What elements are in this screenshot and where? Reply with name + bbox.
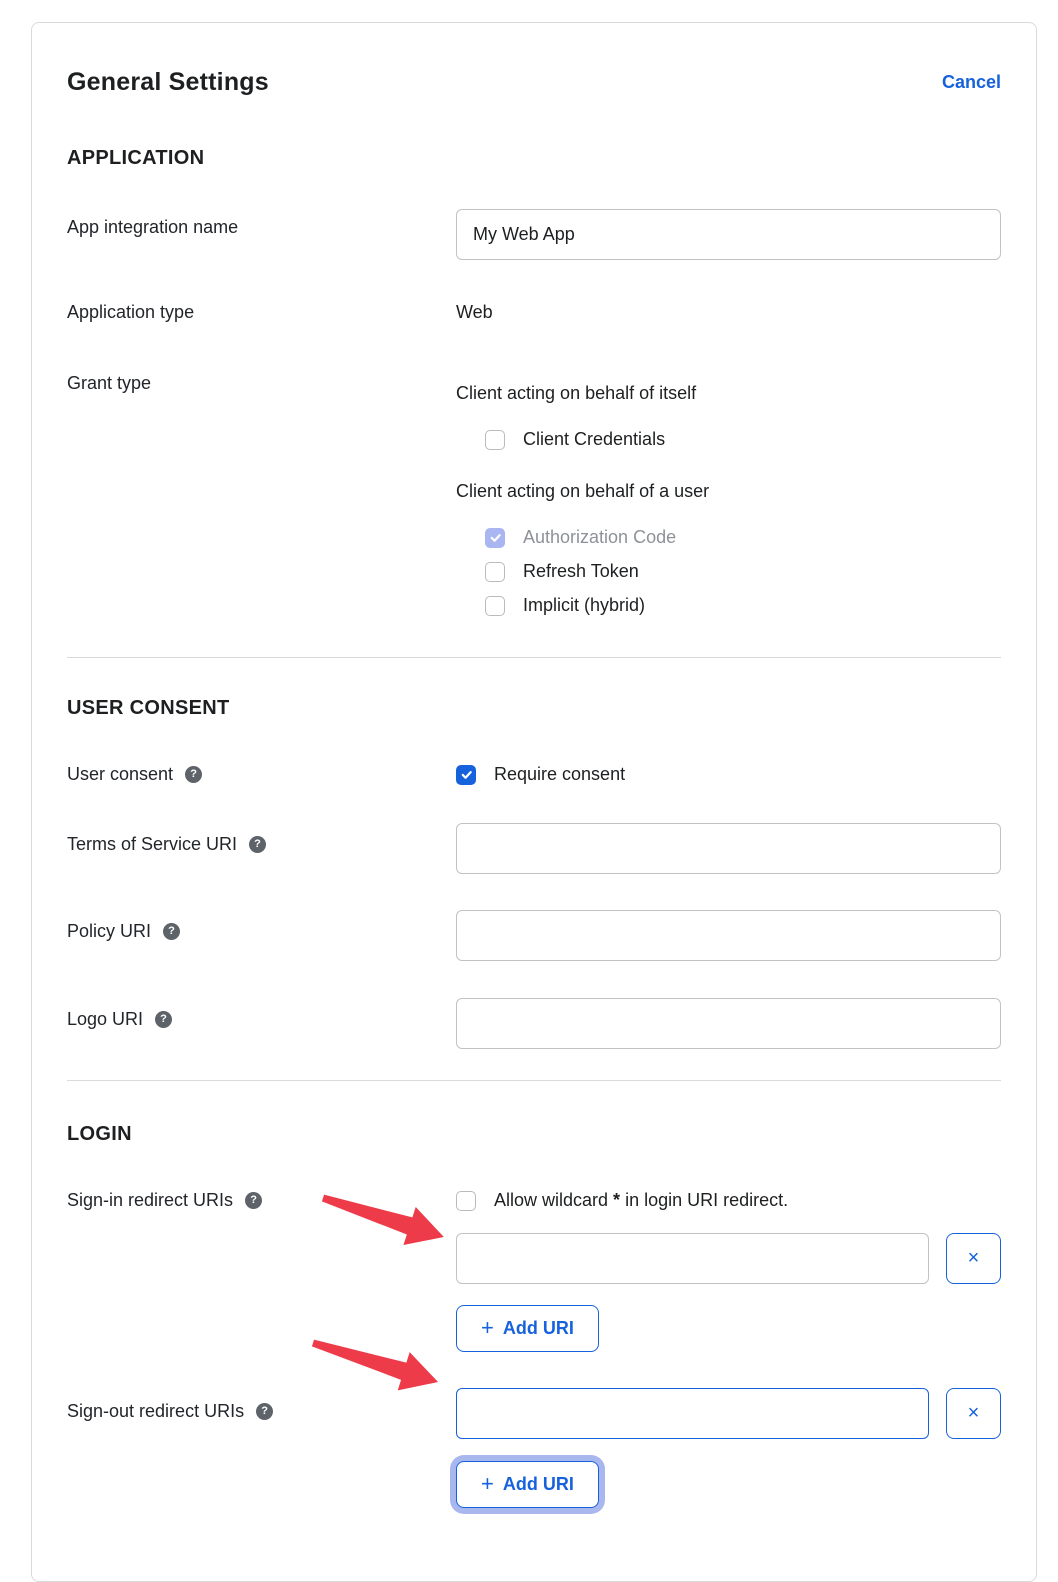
app-integration-name-row <box>67 209 1001 260</box>
sign-in-redirect-row <box>67 1190 1001 1211</box>
section-divider <box>67 1080 1001 1081</box>
help-icon[interactable]: ? <box>256 1403 273 1420</box>
user-consent-label: User consent <box>67 764 174 784</box>
help-icon[interactable]: ? <box>249 836 266 853</box>
app-integration-name-input[interactable] <box>456 209 1001 260</box>
login-section-heading: LOGIN <box>67 1123 132 1145</box>
application-type-value: Web <box>456 302 493 322</box>
close-icon: × <box>967 1402 980 1424</box>
user-consent-row <box>67 764 1001 785</box>
require-consent-checkbox[interactable] <box>456 765 476 785</box>
authorization-code-label: Authorization Code <box>523 527 677 547</box>
logo-uri-input[interactable] <box>456 998 1001 1049</box>
section-divider <box>67 657 1001 658</box>
sign-in-uri-input-row <box>67 1233 1001 1284</box>
client-credentials-label: Client Credentials <box>523 429 666 449</box>
cancel-button[interactable]: Cancel <box>941 72 1001 92</box>
allow-wildcard-label: Allow wildcard * in login URI redirect. <box>494 1190 789 1210</box>
general-settings-card <box>31 22 1037 1582</box>
sign-in-add-uri-button[interactable]: + Add URI <box>456 1305 599 1352</box>
application-type-label: Application type <box>67 302 195 322</box>
client-user-heading: Client acting on behalf of a user <box>456 481 710 501</box>
terms-of-service-uri-row <box>67 823 1001 874</box>
application-section-heading: APPLICATION <box>67 147 205 169</box>
require-consent-label: Require consent <box>494 764 626 784</box>
remove-sign-out-uri-button[interactable] <box>946 1388 1001 1439</box>
sign-out-redirect-label: Sign-out redirect URIs <box>67 1401 245 1421</box>
plus-icon: + <box>481 1470 494 1496</box>
help-icon[interactable]: ? <box>185 766 202 783</box>
terms-of-service-uri-input[interactable] <box>456 823 1001 874</box>
implicit-hybrid-label: Implicit (hybrid) <box>523 595 646 615</box>
client-credentials-checkbox[interactable] <box>485 430 505 450</box>
authorization-code-checkbox <box>485 528 505 548</box>
help-icon[interactable]: ? <box>245 1192 262 1209</box>
remove-sign-in-uri-button[interactable] <box>946 1233 1001 1284</box>
policy-uri-row <box>67 910 1001 961</box>
check-icon <box>460 768 473 781</box>
sign-in-redirect-uri-input[interactable] <box>456 1233 929 1284</box>
sign-out-add-uri-row <box>67 1461 1001 1508</box>
sign-out-redirect-row <box>67 1388 1001 1439</box>
sign-out-add-uri-button[interactable]: + Add URI <box>456 1461 599 1508</box>
sign-out-redirect-uri-input[interactable] <box>456 1388 929 1439</box>
implicit-hybrid-checkbox[interactable] <box>485 596 505 616</box>
sign-in-redirect-label: Sign-in redirect URIs <box>67 1190 234 1210</box>
policy-uri-input[interactable] <box>456 910 1001 961</box>
page-title: General Settings <box>67 68 269 96</box>
checkbox-row-implicit-hybrid <box>485 595 1001 616</box>
help-icon[interactable]: ? <box>163 923 180 940</box>
checkbox-row-client-credentials <box>485 429 1001 450</box>
app-integration-name-label: App integration name <box>67 217 239 237</box>
close-icon: × <box>967 1247 980 1269</box>
checkbox-row-refresh-token <box>485 561 1001 582</box>
application-type-row <box>67 302 1001 323</box>
policy-uri-label: Policy URI <box>67 921 152 941</box>
grant-type-label: Grant type <box>67 373 152 393</box>
allow-wildcard-checkbox[interactable] <box>456 1191 476 1211</box>
wildcard-star: * <box>613 1190 621 1210</box>
plus-icon: + <box>481 1314 494 1340</box>
checkbox-row-authorization-code <box>485 527 1001 548</box>
card-header <box>67 68 1001 97</box>
client-itself-heading: Client acting on behalf of itself <box>456 383 697 403</box>
allow-wildcard-checkbox-row <box>456 1190 1001 1211</box>
terms-of-service-uri-label: Terms of Service URI <box>67 834 238 854</box>
help-icon[interactable]: ? <box>155 1011 172 1028</box>
check-icon <box>489 531 502 544</box>
user-consent-section-heading: USER CONSENT <box>67 697 230 719</box>
logo-uri-label: Logo URI <box>67 1009 144 1029</box>
refresh-token-checkbox[interactable] <box>485 562 505 582</box>
sign-in-add-uri-row <box>67 1305 1001 1352</box>
logo-uri-row <box>67 998 1001 1049</box>
require-consent-checkbox-row <box>456 764 1001 785</box>
grant-type-row <box>67 373 1001 616</box>
refresh-token-label: Refresh Token <box>523 561 639 581</box>
